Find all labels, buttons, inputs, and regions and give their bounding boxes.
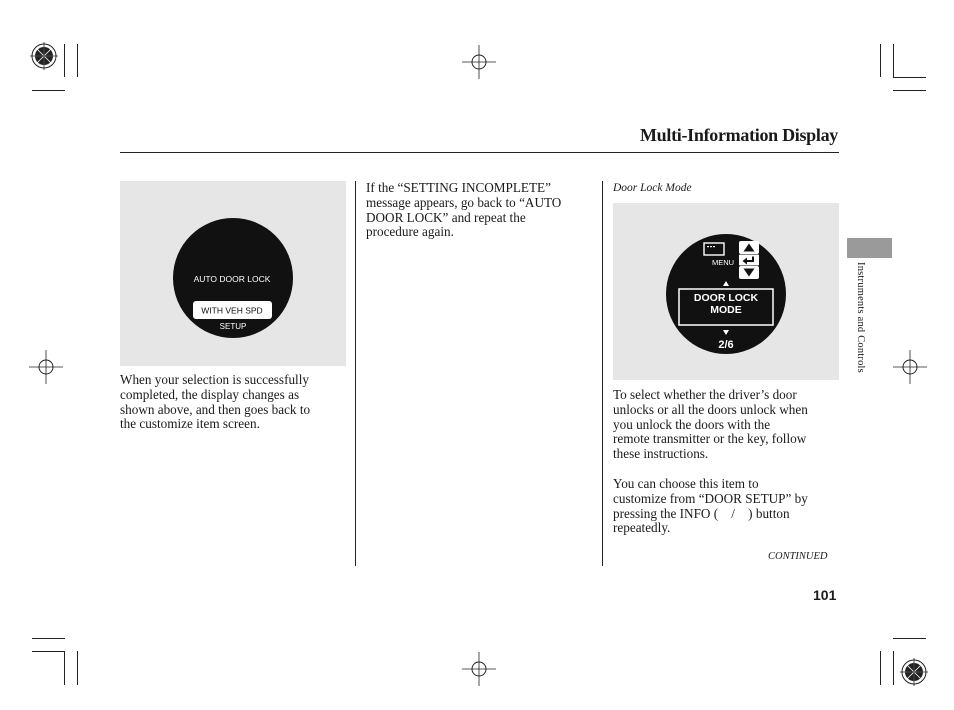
continued-label: CONTINUED <box>768 551 828 562</box>
enter-arrow-icon <box>739 255 759 266</box>
section-side-label: Instruments and Controls <box>855 262 866 373</box>
middle-paragraph: If the “SETTING INCOMPLETE” message appears, go back to “AUTO DOOR LOCK” and repeat the procedure again. <box>366 180 562 240</box>
left-paragraph: When your selection is successfully completed, the display changes as shown above, and then goes back to the customize item screen. <box>120 372 311 432</box>
registration-mark-icon <box>900 658 928 686</box>
up-arrow-icon <box>739 241 759 254</box>
display-page-indicator: 2/6 <box>718 339 734 351</box>
down-arrow-icon <box>739 266 759 279</box>
right-paragraph-2: You can choose this item to customize from “DOOR SETUP” by pressing the INFO ( / ) button repeatedly. <box>613 476 808 536</box>
header-rule <box>120 152 839 153</box>
figure-caption: Door Lock Mode <box>613 182 692 194</box>
column-divider <box>355 181 356 566</box>
display-item-line2: MODE <box>710 304 742 316</box>
display-line-setup: SETUP <box>219 322 247 331</box>
auto-door-lock-display <box>120 181 346 366</box>
crosshair-icon <box>893 350 927 384</box>
registration-mark-icon <box>30 42 58 70</box>
display-menu-label: MENU <box>712 258 735 267</box>
door-lock-mode-panel <box>613 203 839 380</box>
door-lock-mode-display <box>613 203 839 380</box>
column-divider <box>602 181 603 566</box>
right-paragraph-1: To select whether the driver’s door unlocks or all the doors unlock when you unlock the doors with the remote transmitter or the key, follow these instructions. <box>613 387 808 462</box>
display-line-auto-door-lock: AUTO DOOR LOCK <box>193 274 271 284</box>
crosshair-icon <box>29 350 63 384</box>
page-title: Multi-Information Display <box>639 125 838 145</box>
page-number: 101 <box>813 587 837 603</box>
display-illustration-panel <box>120 181 346 366</box>
display-line-with-veh-spd: WITH VEH SPD <box>201 305 263 316</box>
crosshair-icon <box>462 45 496 79</box>
crosshair-icon <box>462 652 496 686</box>
display-item-line1: DOOR LOCK <box>693 292 759 304</box>
section-tab <box>847 238 892 258</box>
